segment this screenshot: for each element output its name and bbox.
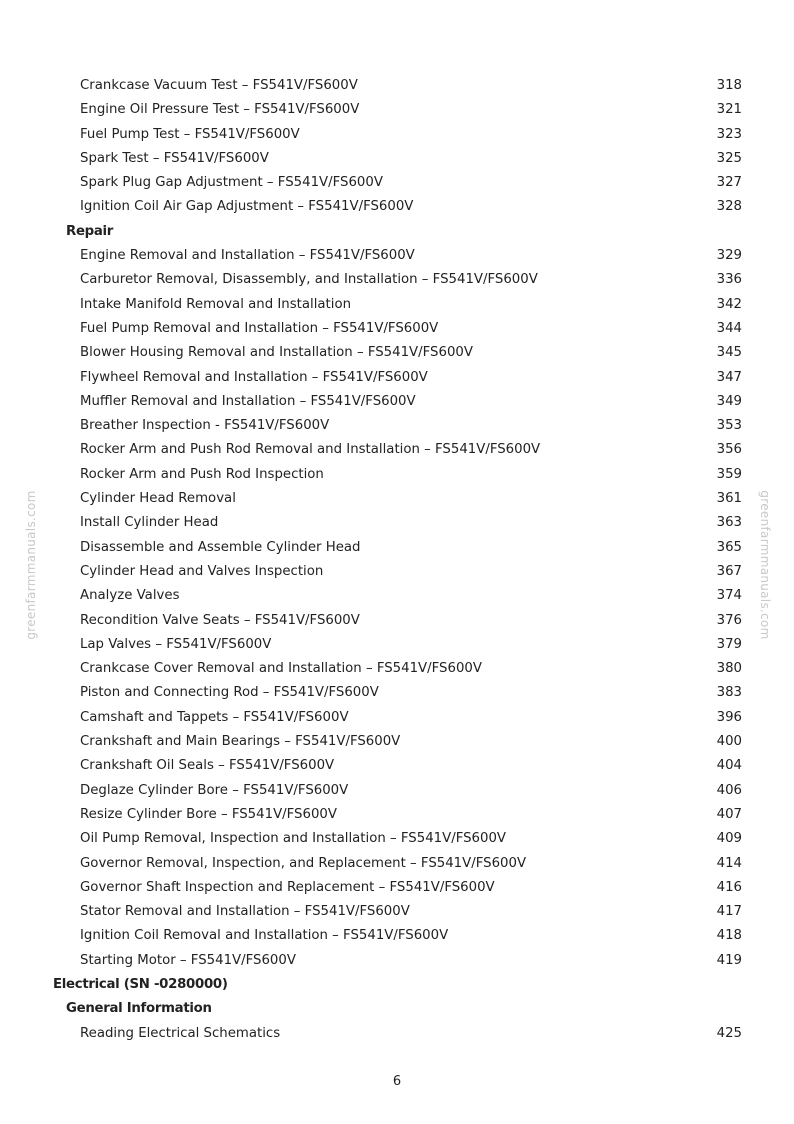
table-of-contents bbox=[0, 74, 794, 1046]
toc-entry[interactable] bbox=[0, 366, 794, 390]
toc-entry-title: Analyze Valves bbox=[80, 588, 180, 604]
toc-entry-page-number: 407 bbox=[716, 806, 742, 822]
toc-entry[interactable] bbox=[0, 803, 794, 827]
toc-entry-title: Breather Inspection - FS541V/FS600V bbox=[80, 418, 330, 434]
toc-entry-title: Fuel Pump Removal and Installation – FS541V/FS600V bbox=[80, 320, 439, 336]
toc-entry[interactable] bbox=[0, 463, 794, 487]
toc-entry[interactable] bbox=[0, 681, 794, 705]
toc-entry[interactable] bbox=[0, 390, 794, 414]
toc-entry[interactable] bbox=[0, 98, 794, 122]
toc-entry-title: Blower Housing Removal and Installation – FS541V/FS600V bbox=[80, 345, 473, 361]
toc-entry[interactable] bbox=[0, 876, 794, 900]
toc-entry-page-number: 349 bbox=[716, 393, 742, 409]
toc-entry[interactable] bbox=[0, 1022, 794, 1046]
toc-entry[interactable] bbox=[0, 293, 794, 317]
page-number: 6 bbox=[392, 1074, 402, 1089]
toc-entry[interactable] bbox=[0, 730, 794, 754]
toc-entry[interactable] bbox=[0, 779, 794, 803]
toc-section-heading[interactable] bbox=[0, 973, 794, 997]
toc-entry[interactable] bbox=[0, 609, 794, 633]
toc-entry-title: Rocker Arm and Push Rod Removal and Installation – FS541V/FS600V bbox=[80, 442, 541, 458]
toc-entry[interactable] bbox=[0, 147, 794, 171]
toc-entry-title: Camshaft and Tappets – FS541V/FS600V bbox=[80, 709, 349, 725]
toc-entry-page-number: 425 bbox=[716, 1025, 742, 1041]
toc-entry-title: Stator Removal and Installation – FS541V/FS600V bbox=[80, 904, 410, 920]
toc-entry-title: Oil Pump Removal, Inspection and Installation – FS541V/FS600V bbox=[80, 831, 507, 847]
toc-entry-title: Rocker Arm and Push Rod Inspection bbox=[80, 466, 324, 482]
toc-entry[interactable] bbox=[0, 852, 794, 876]
toc-entry-page-number: 359 bbox=[716, 466, 742, 482]
toc-entry-title: General Information bbox=[66, 1001, 212, 1017]
toc-entry-page-number: 367 bbox=[716, 563, 742, 579]
toc-entry-title: Cylinder Head Removal bbox=[80, 491, 236, 507]
toc-entry-page-number: 380 bbox=[716, 661, 742, 677]
toc-entry[interactable] bbox=[0, 268, 794, 292]
toc-entry[interactable] bbox=[0, 195, 794, 219]
toc-entry-title: Governor Removal, Inspection, and Replacement – FS541V/FS600V bbox=[80, 855, 527, 871]
toc-entry-page-number: 374 bbox=[716, 588, 742, 604]
toc-entry-page-number: 404 bbox=[716, 758, 742, 774]
toc-entry-page-number: 321 bbox=[716, 102, 742, 118]
toc-entry-page-number: 336 bbox=[716, 272, 742, 288]
toc-entry[interactable] bbox=[0, 317, 794, 341]
toc-entry-page-number: 400 bbox=[716, 734, 742, 750]
watermark-left: greenfarmmanuals.com bbox=[24, 490, 38, 640]
toc-entry-title: Crankcase Cover Removal and Installation – FS541V/FS600V bbox=[80, 661, 482, 677]
toc-entry-title: Fuel Pump Test – FS541V/FS600V bbox=[80, 126, 300, 142]
toc-entry[interactable] bbox=[0, 657, 794, 681]
toc-entry-page-number: 318 bbox=[716, 78, 742, 93]
toc-entry-title: Recondition Valve Seats – FS541V/FS600V bbox=[80, 612, 360, 628]
toc-entry[interactable] bbox=[0, 438, 794, 462]
toc-entry-title: Cylinder Head and Valves Inspection bbox=[80, 563, 324, 579]
toc-entry-page-number: 347 bbox=[716, 369, 742, 385]
toc-entry-page-number: 376 bbox=[716, 612, 742, 628]
toc-entry-page-number: 342 bbox=[716, 296, 742, 312]
toc-entry-title: Ignition Coil Air Gap Adjustment – FS541V/FS600V bbox=[80, 199, 414, 215]
toc-entry[interactable] bbox=[0, 341, 794, 365]
toc-entry[interactable] bbox=[0, 487, 794, 511]
toc-entry[interactable] bbox=[0, 706, 794, 730]
toc-entry-page-number: 356 bbox=[716, 442, 742, 458]
toc-entry-title: Intake Manifold Removal and Installation bbox=[80, 296, 352, 312]
toc-section-heading[interactable] bbox=[0, 997, 794, 1021]
toc-entry-title: Ignition Coil Removal and Installation – FS541V/FS600V bbox=[80, 928, 449, 944]
toc-entry-page-number: 414 bbox=[716, 855, 742, 871]
toc-entry-page-number: 365 bbox=[716, 539, 742, 555]
toc-entry[interactable] bbox=[0, 949, 794, 973]
toc-entry[interactable] bbox=[0, 924, 794, 948]
toc-entry[interactable] bbox=[0, 900, 794, 924]
toc-entry-title: Crankshaft Oil Seals – FS541V/FS600V bbox=[80, 758, 335, 774]
toc-entry[interactable] bbox=[0, 633, 794, 657]
toc-entry-title: Muffler Removal and Installation – FS541V/FS600V bbox=[80, 393, 416, 409]
toc-entry[interactable] bbox=[0, 74, 794, 98]
toc-entry-title: Piston and Connecting Rod – FS541V/FS600V bbox=[80, 685, 379, 701]
toc-entry[interactable] bbox=[0, 414, 794, 438]
toc-entry-title: Crankcase Vacuum Test – FS541V/FS600V bbox=[80, 78, 358, 93]
watermark-right: greenfarmmanuals.com bbox=[758, 490, 772, 640]
toc-entry[interactable] bbox=[0, 123, 794, 147]
toc-entry[interactable] bbox=[0, 536, 794, 560]
toc-entry[interactable] bbox=[0, 754, 794, 778]
toc-entry[interactable] bbox=[0, 171, 794, 195]
toc-entry[interactable] bbox=[0, 560, 794, 584]
toc-entry-page-number: 396 bbox=[716, 709, 742, 725]
toc-entry-page-number: 409 bbox=[716, 831, 742, 847]
toc-entry-page-number: 328 bbox=[716, 199, 742, 215]
toc-entry-title: Spark Plug Gap Adjustment – FS541V/FS600V bbox=[80, 175, 383, 191]
toc-entry-title: Reading Electrical Schematics bbox=[80, 1025, 281, 1041]
toc-entry-page-number: 416 bbox=[716, 879, 742, 895]
toc-entry-page-number: 406 bbox=[716, 782, 742, 798]
toc-entry-page-number: 379 bbox=[716, 636, 742, 652]
toc-entry-page-number: 417 bbox=[716, 904, 742, 920]
toc-entry-title: Crankshaft and Main Bearings – FS541V/FS600V bbox=[80, 734, 401, 750]
toc-entry-page-number: 383 bbox=[716, 685, 742, 701]
toc-entry-title: Deglaze Cylinder Bore – FS541V/FS600V bbox=[80, 782, 349, 798]
toc-entry-page-number: 345 bbox=[716, 345, 742, 361]
toc-entry-title: Resize Cylinder Bore – FS541V/FS600V bbox=[80, 806, 337, 822]
toc-entry-page-number: 325 bbox=[716, 150, 742, 166]
toc-entry-title: Lap Valves – FS541V/FS600V bbox=[80, 636, 272, 652]
toc-entry-title: Spark Test – FS541V/FS600V bbox=[80, 150, 269, 166]
toc-entry-title: Engine Oil Pressure Test – FS541V/FS600V bbox=[80, 102, 360, 118]
toc-section-heading[interactable] bbox=[0, 220, 794, 244]
toc-entry-title: Electrical (SN -0280000) bbox=[53, 976, 228, 992]
toc-entry[interactable] bbox=[0, 511, 794, 535]
toc-entry-title: Repair bbox=[66, 223, 114, 239]
toc-entry-title: Engine Removal and Installation – FS541V/FS600V bbox=[80, 248, 415, 264]
toc-entry-page-number: 363 bbox=[716, 515, 742, 531]
toc-entry-page-number: 353 bbox=[716, 418, 742, 434]
toc-entry-page-number: 323 bbox=[716, 126, 742, 142]
toc-entry-page-number: 419 bbox=[716, 952, 742, 968]
toc-entry-page-number: 361 bbox=[716, 491, 742, 507]
toc-entry-title: Flywheel Removal and Installation – FS541V/FS600V bbox=[80, 369, 428, 385]
toc-entry[interactable] bbox=[0, 244, 794, 268]
toc-entry-title: Carburetor Removal, Disassembly, and Installation – FS541V/FS600V bbox=[80, 272, 538, 288]
toc-entry-title: Governor Shaft Inspection and Replacement – FS541V/FS600V bbox=[80, 879, 495, 895]
toc-entry-title: Install Cylinder Head bbox=[80, 515, 219, 531]
toc-entry-page-number: 327 bbox=[716, 175, 742, 191]
toc-entry-title: Starting Motor – FS541V/FS600V bbox=[80, 952, 296, 968]
toc-entry-page-number: 329 bbox=[716, 248, 742, 264]
toc-entry-page-number: 418 bbox=[716, 928, 742, 944]
toc-entry-page-number: 344 bbox=[716, 320, 742, 336]
toc-entry-title: Disassemble and Assemble Cylinder Head bbox=[80, 539, 361, 555]
toc-entry[interactable] bbox=[0, 584, 794, 608]
toc-entry[interactable] bbox=[0, 827, 794, 851]
